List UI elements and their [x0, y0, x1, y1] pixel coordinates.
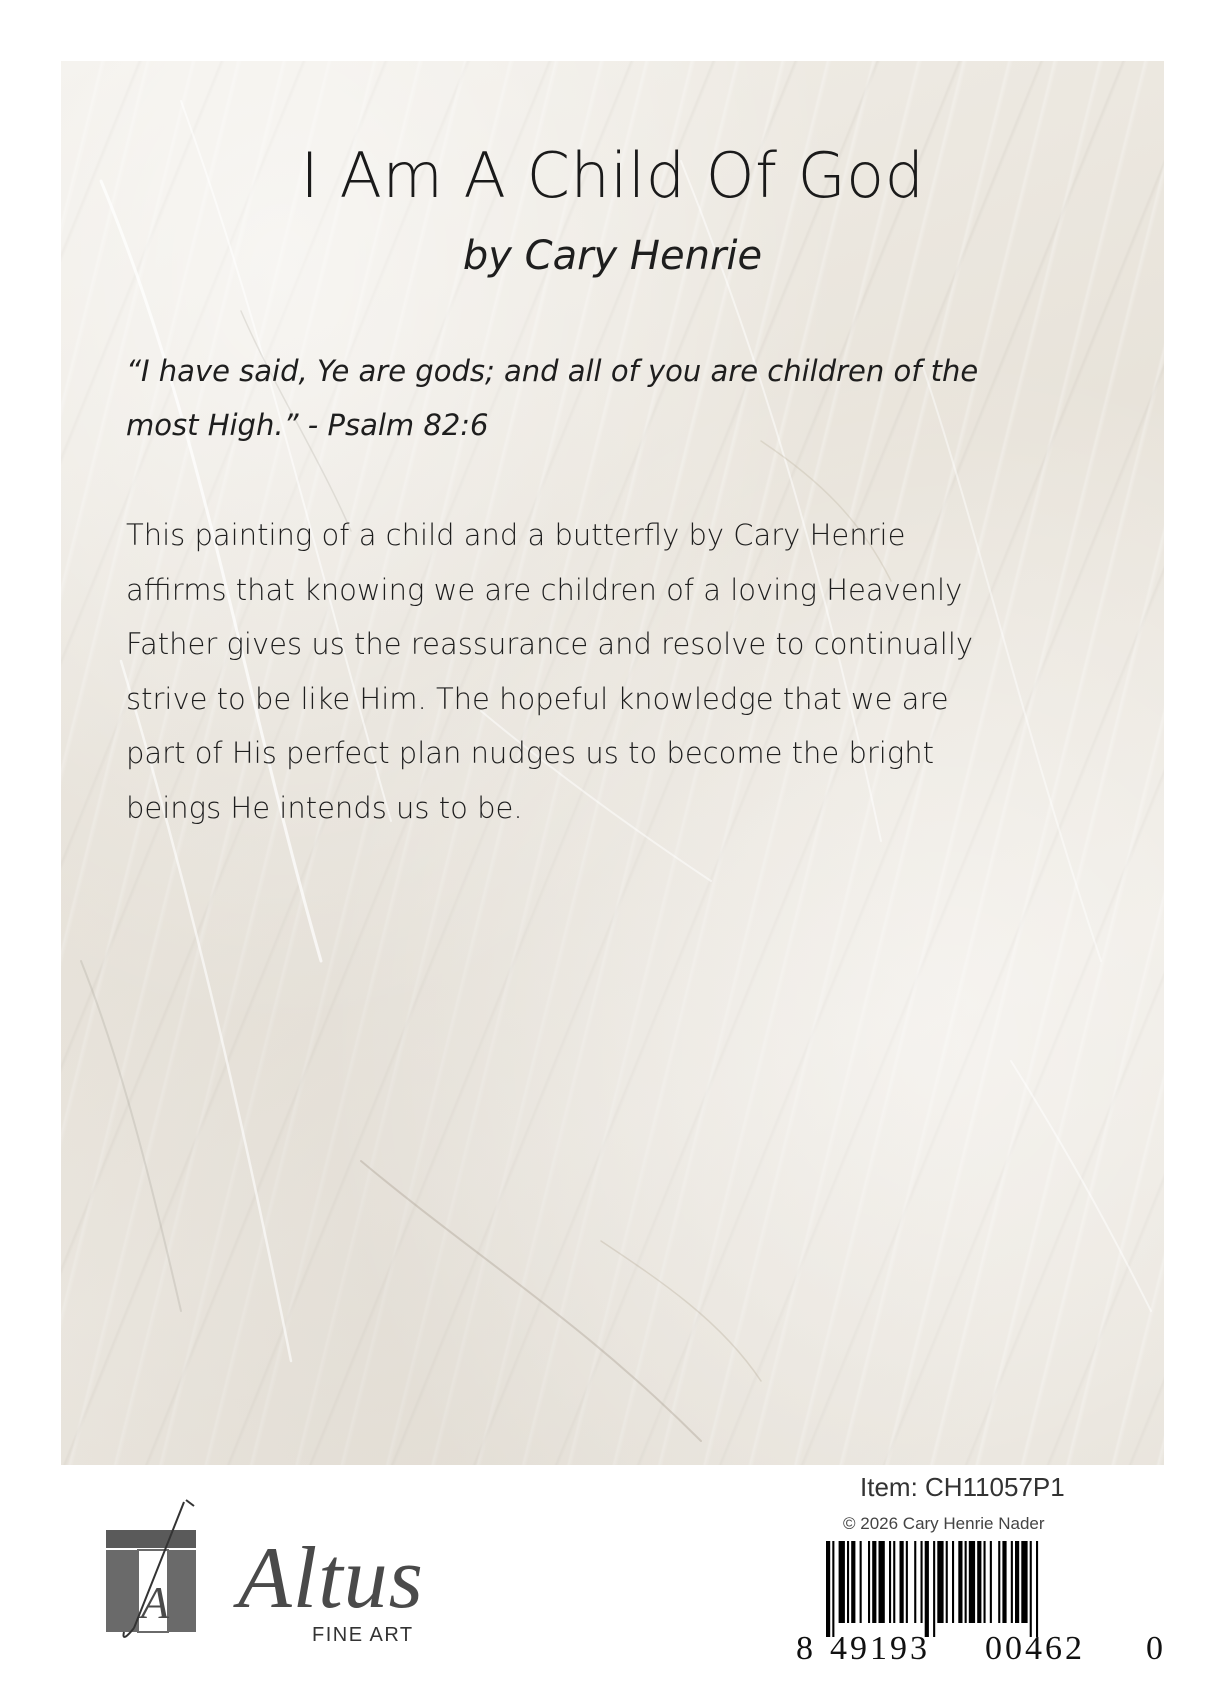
description-line: strive to be like Him. The hopeful knowledge that we are [126, 681, 949, 716]
logo-wordmark: Altus [238, 1530, 424, 1627]
barcode-digits-left: 49193 [830, 1630, 930, 1667]
barcode-bar [879, 1541, 885, 1623]
barcode-digit-last: 0 [1146, 1630, 1163, 1667]
barcode-bar [1002, 1541, 1006, 1623]
barcode-bar [832, 1541, 834, 1637]
description-line: affirms that knowing we are children of a loving Heavenly [126, 572, 963, 607]
barcode-bar [1015, 1541, 1019, 1623]
logo-subtitle: FINE ART [312, 1624, 414, 1646]
barcode-bar [872, 1541, 876, 1623]
barcode-bar [889, 1541, 891, 1623]
description-line: Father gives us the reassurance and resolve to continually [126, 627, 974, 661]
copyright-notice: © 2026 Cary Henrie Nader [843, 1514, 1045, 1533]
barcode-bar [860, 1541, 862, 1623]
logo-letter: A [141, 1577, 170, 1628]
barcode-bar [906, 1541, 908, 1623]
barcode-bar [977, 1541, 981, 1623]
barcode-bar [958, 1541, 962, 1623]
barcode-bar [847, 1541, 849, 1623]
barcode-bar [925, 1541, 929, 1637]
barcode-bar [990, 1541, 992, 1623]
barcode-bar [1011, 1541, 1013, 1623]
barcode-bar [933, 1541, 935, 1637]
barcode-digit-first: 8 [796, 1630, 813, 1667]
artist-byline: by Cary Henrie [462, 233, 763, 279]
barcode-bar [965, 1541, 967, 1623]
barcode-bar [952, 1541, 954, 1623]
barcode-bar [900, 1541, 904, 1623]
page-title: I Am A Child Of God [300, 139, 925, 212]
barcode-bar [984, 1541, 986, 1623]
barcode-bar [893, 1541, 895, 1623]
barcode-bar [969, 1541, 975, 1623]
barcode-bar [914, 1541, 916, 1623]
scripture-quote [126, 344, 1126, 452]
barcode-bar [839, 1541, 845, 1623]
quote-line: most High.” - Psalm 82:6 [126, 408, 489, 442]
barcode-bar [1021, 1541, 1027, 1623]
altus-logo-mark [64, 1498, 244, 1648]
barcode [796, 1541, 1166, 1637]
description-line: This painting of a child and a butterfly by Cary Henrie [126, 518, 906, 552]
description-paragraph [126, 508, 1126, 835]
barcode-bar [946, 1541, 948, 1623]
barcode-bar [1036, 1541, 1038, 1637]
description-line: beings He intends us to be. [126, 790, 523, 825]
barcode-bar [998, 1541, 1000, 1623]
barcode-bar [937, 1541, 943, 1623]
description-line: part of His perfect plan nudges us to become the bright [126, 736, 935, 770]
barcode-bar [826, 1541, 830, 1637]
barcode-bar [921, 1541, 923, 1623]
barcode-bar [1030, 1541, 1032, 1637]
item-number: Item: CH11057P1 [860, 1472, 1065, 1502]
barcode-bar [868, 1541, 870, 1623]
barcode-bar [851, 1541, 855, 1623]
quote-line: “I have said, Ye are gods; and all of you are children of the [126, 354, 979, 388]
barcode-digits-right: 00462 [985, 1630, 1085, 1667]
